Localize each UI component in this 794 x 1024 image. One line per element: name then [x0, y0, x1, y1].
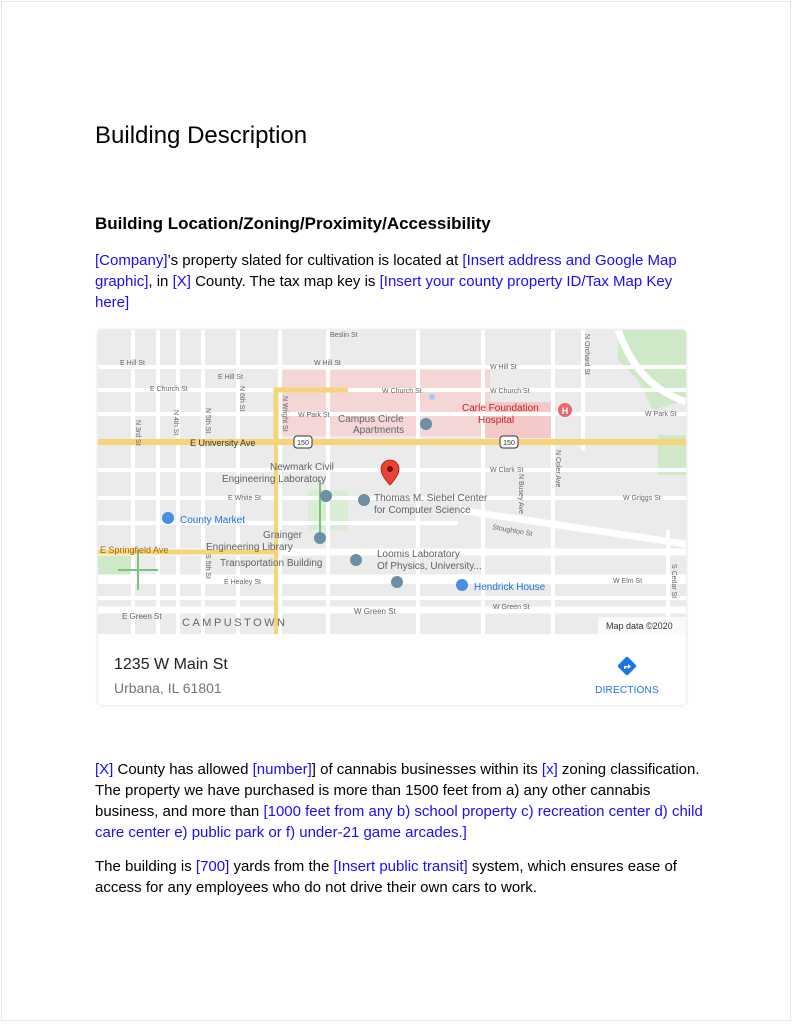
- street-label: W Elm St: [613, 578, 643, 585]
- street-label: N Wright St: [281, 396, 288, 432]
- section-heading: Building Location/Zoning/Proximity/Accessibility: [95, 214, 491, 233]
- google-map-card[interactable]: [98, 330, 686, 705]
- transit-placeholder[interactable]: [Insert public transit]: [333, 858, 468, 875]
- county-placeholder[interactable]: [X]: [172, 273, 191, 290]
- neighborhood-label: CAMPUSTOWN: [182, 617, 288, 629]
- street-label: W Park St: [298, 412, 330, 419]
- map-attribution: Map data ©2020: [606, 621, 673, 631]
- svg-text:H: H: [561, 406, 569, 416]
- street-label: E University Ave: [190, 438, 256, 448]
- number-placeholder[interactable]: [number]: [252, 761, 312, 778]
- address-line-2: Urbana, IL 61801: [114, 680, 222, 696]
- street-label: N 3rd St: [134, 420, 141, 446]
- page-title: Building Description: [95, 122, 308, 149]
- street-label: W Griggs St: [623, 495, 661, 502]
- street-label: Stoughton St: [491, 524, 533, 538]
- poi-label: Thomas M. Siebel Center: [374, 493, 488, 504]
- distance-placeholder[interactable]: [1000 feet from any b) school property c) recreation center d) child care center e) public park or f) under-21 game arcades.]: [95, 803, 703, 841]
- street-label: E White St: [228, 495, 262, 502]
- poi-label: Carle Foundation: [462, 403, 539, 414]
- street-label: N 5th St: [204, 408, 211, 434]
- poi-label: Apartments: [353, 425, 405, 436]
- tax-key-placeholder[interactable]: [Insert your county property ID/Tax Map Key here]: [95, 273, 673, 311]
- text-segment: zoning classification. The property we have purchased is more than 1500 feet from a) any other cannabis business, and more than: [95, 761, 700, 820]
- highway-shield: [294, 436, 312, 448]
- address-line-1: 1235 W Main St: [114, 656, 228, 673]
- location-paragraph: [95, 250, 705, 313]
- text-segment: County has allowed: [113, 761, 253, 778]
- poi-label: County Market: [180, 515, 246, 526]
- yards-placeholder[interactable]: [700]: [195, 858, 230, 875]
- street-label: N 4th St: [172, 410, 179, 436]
- street-label: E Healey St: [224, 579, 261, 586]
- street-label: W Green St: [354, 607, 396, 616]
- map-view[interactable]: [98, 330, 686, 634]
- zoning-paragraph: [95, 759, 705, 843]
- street-label: Beslin St: [330, 332, 358, 339]
- text-segment: yards from the: [229, 858, 334, 875]
- poi-label: Grainger: [263, 530, 302, 541]
- transit-paragraph: [95, 856, 705, 898]
- address-placeholder[interactable]: [Insert address and Google Map graphic]: [95, 252, 677, 290]
- street-label: E Green St: [122, 612, 162, 621]
- directions-label: DIRECTIONS: [595, 685, 659, 696]
- street-label: W Church St: [382, 388, 422, 395]
- shield-label: 150: [297, 440, 309, 447]
- poi-label: Hospital: [478, 415, 515, 426]
- text-segment: County. The tax map key is: [190, 273, 380, 290]
- street-label: W Clark St: [490, 467, 524, 474]
- poi-label: Engineering Laboratory: [222, 474, 326, 485]
- street-label: E Church St: [150, 386, 188, 393]
- poi-label: Transportation Building: [220, 558, 323, 569]
- company-placeholder[interactable]: [Company]: [95, 252, 168, 269]
- directions-icon: [617, 656, 637, 676]
- poi-label: Hendrick House: [474, 582, 546, 593]
- poi-label: Loomis Laboratory: [377, 549, 460, 560]
- text-segment: ’s property slated for cultivation is located at: [167, 252, 463, 269]
- street-label: W Church St: [490, 388, 530, 395]
- hospital-icon: [558, 403, 572, 417]
- document-page: [1, 1, 791, 1021]
- poi-label: Newmark Civil: [270, 462, 334, 473]
- street-label: E Hill St: [120, 360, 145, 367]
- street-label: N 6th St: [238, 386, 245, 412]
- street-label: S 5th St: [204, 554, 211, 579]
- directions-button[interactable]: [592, 654, 662, 694]
- street-label: E Hill St: [218, 374, 243, 381]
- zoning-placeholder[interactable]: [x]: [541, 761, 558, 778]
- street-label: N Coler Ave: [554, 450, 561, 488]
- street-label: W Hill St: [490, 364, 517, 371]
- shield-label: 150: [503, 440, 515, 447]
- text-segment: ] of cannabis businesses within its: [311, 761, 542, 778]
- street-label: N Orchard St: [583, 334, 590, 375]
- poi-label: Of Physics, University...: [377, 561, 482, 572]
- text-segment: system, which ensures ease of access for any employees who do not drive their own cars to work.: [95, 858, 677, 896]
- street-label: S Cedar St: [670, 564, 677, 599]
- text-segment: The building is: [95, 858, 196, 875]
- street-label: N Busey Ave: [517, 474, 524, 514]
- street-label: E Springfield Ave: [100, 545, 169, 555]
- poi-label: Campus Circle: [338, 414, 404, 425]
- text-segment: , in: [148, 273, 173, 290]
- street-label: W Hill St: [314, 360, 341, 367]
- poi-label: for Computer Science: [374, 505, 471, 516]
- highway-shield: [500, 436, 518, 448]
- street-label: W Green St: [493, 604, 530, 611]
- water-dot-icon: [429, 394, 435, 400]
- county-placeholder[interactable]: [X]: [95, 761, 114, 778]
- poi-label: Engineering Library: [206, 542, 293, 553]
- map-info-panel: [98, 634, 686, 705]
- street-label: W Park St: [645, 411, 677, 418]
